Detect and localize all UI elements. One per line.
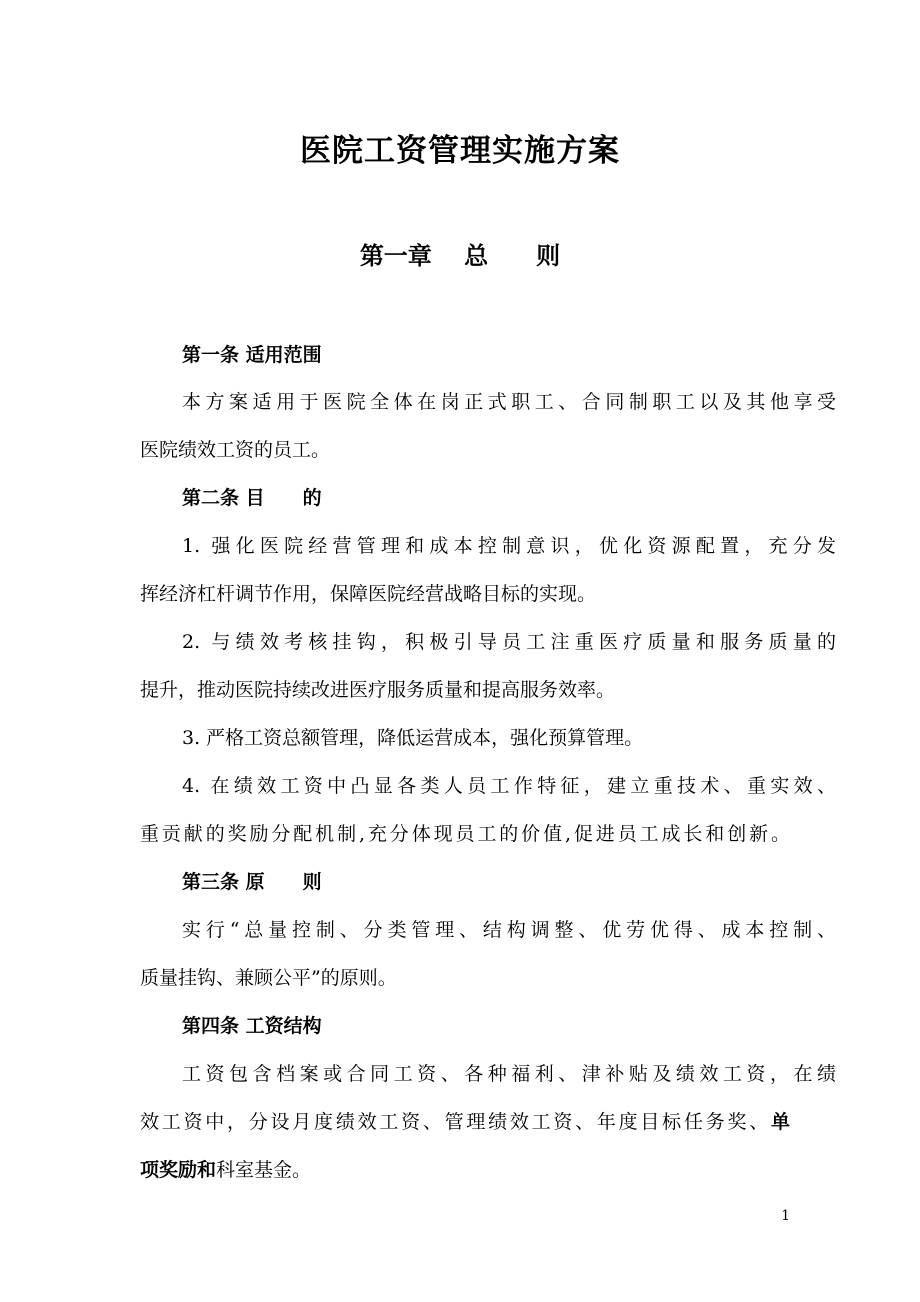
article-1-para-1-line-1: 本方案适用于医院全体在岗正式职工、合同制职工以及其他享受 — [182, 391, 836, 413]
article-2-item-4-line-2: 重贡献的奖励分配机制,充分体现员工的价值,促进员工成长和创新。 — [140, 823, 790, 845]
page-number: 1 — [781, 1208, 790, 1224]
chapter-title: 第一章 总 则 — [359, 242, 561, 270]
article-1-para-1-line-2: 医院绩效工资的员工。 — [140, 439, 331, 461]
article-2-item-4-line-1: 4. 在绩效工资中凸显各类人员工作特征，建立重技术、重实效、 — [182, 775, 836, 797]
article-3-para-1-line-1: 实行“总量控制、分类管理、结构调整、优劳优得、成本控制、 — [182, 919, 836, 941]
article-4-line-2-text: 效工资中，分设月度绩效工资、管理绩效工资、年度目标任务奖、 — [140, 1111, 771, 1133]
document-title: 医院工资管理实施方案 — [300, 133, 620, 169]
article-4-line-3-bold-a: 项奖励 — [140, 1159, 198, 1181]
article-2-item-3: 3. 严格工资总额管理，降低运营成本，强化预算管理。 — [182, 727, 644, 749]
article-3-para-1-line-2: 质量挂钩、兼顾公平”的原则。 — [140, 967, 397, 989]
article-2-item-2-line-1: 2. 与绩效考核挂钩，积极引导员工注重医疗质量和服务质量的 — [182, 631, 836, 653]
article-4-line-3-bold-b: 和 — [197, 1159, 217, 1181]
article-3-heading: 第三条 原 则 — [182, 871, 322, 893]
article-4-line-3-text: 科室基金。 — [216, 1159, 312, 1181]
article-4-para-1-line-3 — [140, 1153, 311, 1187]
article-4-line-2-bold: 单 — [770, 1111, 790, 1133]
article-2-item-1-line-2: 挥经济杠杆调节作用，保障医院经营战略目标的实现。 — [140, 583, 597, 605]
article-1-heading: 第一条 适用范围 — [182, 344, 322, 366]
article-4-para-1-line-1: 工资包含档案或合同工资、各种福利、津补贴及绩效工资，在绩 — [182, 1063, 836, 1085]
article-2-item-1-line-1: 1. 强化医院经营管理和成本控制意识，优化资源配置，充分发 — [182, 535, 836, 557]
article-4-heading: 第四条 工资结构 — [182, 1015, 322, 1037]
article-4-para-1-line-2 — [140, 1105, 790, 1139]
article-2-heading: 第二条 目 的 — [182, 487, 322, 509]
article-2-item-2-line-2: 提升，推动医院持续改进医疗服务质量和提高服务效率。 — [140, 679, 616, 701]
